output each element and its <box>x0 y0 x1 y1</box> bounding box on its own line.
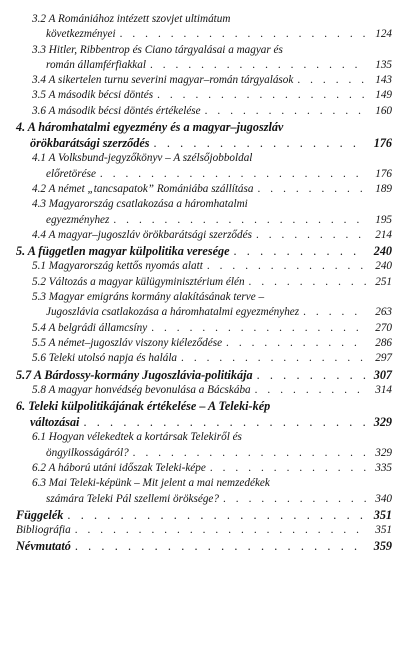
toc-entry <box>16 259 392 274</box>
toc-entry-title: Jugoszlávia csatlakozása a háromhatalmi egyezményhez <box>46 306 300 319</box>
toc-entry-title-line: 3.2 A Romániához intézett szovjet ultimátum <box>32 13 231 25</box>
dot-leader <box>100 167 366 182</box>
toc-entry-title: 3.6 A második bécsi döntés értékelése <box>32 104 201 117</box>
dot-leader <box>205 104 366 119</box>
toc-entry-row <box>32 182 392 197</box>
dot-leader <box>133 446 366 461</box>
toc-entry-row <box>32 383 392 398</box>
toc-page-number: 286 <box>375 336 392 349</box>
toc-page-number: 329 <box>375 446 392 459</box>
toc-entry <box>16 119 392 151</box>
toc-page-number: 135 <box>375 58 392 71</box>
toc-entry-row <box>32 492 392 507</box>
toc-entry-title: román államférfiakkal <box>46 58 146 71</box>
toc-entry <box>16 12 392 43</box>
toc-entry-title: örökbarátsági szerződés <box>30 136 150 151</box>
dot-leader <box>151 321 366 336</box>
toc-page-number: 297 <box>375 352 392 365</box>
toc-page-number: 359 <box>373 539 392 554</box>
toc-page-number: 240 <box>373 244 392 259</box>
toc-entry-title: Névmutató <box>16 539 71 554</box>
toc-entry-row <box>32 73 392 88</box>
dot-leader <box>75 523 366 538</box>
toc-entry <box>16 351 392 366</box>
toc-page-number: 176 <box>375 167 392 180</box>
toc-entry-title-line: 5.3 Magyar emigráns kormány alakításának terve – <box>32 291 265 304</box>
toc-entry-title-line: 6.3 Mai Teleki-képünk – Mit jelent a mai nemzedékek <box>32 477 270 490</box>
toc-page-number: 263 <box>375 306 392 319</box>
toc-entry-title: 3.5 A második bécsi döntés <box>32 89 154 102</box>
toc-entry <box>16 336 392 351</box>
toc-entry-title: 5. A független magyar külpolitika veresége <box>16 244 230 259</box>
toc-entry-row <box>16 538 392 554</box>
toc-entry-row <box>16 135 392 151</box>
toc-entry-row <box>16 507 392 523</box>
dot-leader <box>303 305 366 320</box>
toc-entry <box>16 197 392 228</box>
dot-leader <box>83 414 366 430</box>
toc-page-number: 314 <box>375 383 392 396</box>
toc-entry <box>16 383 392 398</box>
toc-entry-title: 6.2 A háború utáni időszak Teleki-képe <box>32 462 206 475</box>
toc-page-number: 340 <box>375 492 392 505</box>
toc-entry-title: előretörése <box>46 167 96 180</box>
toc-page-number: 176 <box>373 136 392 151</box>
toc-entry <box>16 275 392 290</box>
toc-entry-row <box>16 523 392 538</box>
toc-page-number: 143 <box>375 74 392 87</box>
toc-page-number: 307 <box>373 367 392 382</box>
toc-page-number: 351 <box>373 507 392 522</box>
toc-entry-title: 5.8 A magyar honvédség bevonulása a Bácskába <box>32 383 251 396</box>
toc-entry-row <box>16 243 392 259</box>
toc-entry <box>16 430 392 461</box>
toc-page-number: 189 <box>375 183 392 196</box>
toc-entry-title: 4.4 A magyar–jugoszláv örökbarátsági szerződés <box>32 228 252 241</box>
dot-leader <box>257 367 366 383</box>
toc-entry <box>16 523 392 538</box>
dot-leader <box>207 259 366 274</box>
dot-leader <box>150 58 366 73</box>
toc-page-number: 270 <box>375 321 392 334</box>
dot-leader <box>234 243 367 259</box>
toc-entry-row <box>32 275 392 290</box>
dot-leader <box>249 275 366 290</box>
toc-entry-title-line: 4.3 Magyarország csatlakozása a háromhatalmi <box>32 198 248 211</box>
toc-entry <box>16 538 392 554</box>
toc-entry-row <box>32 321 392 336</box>
toc-entry-row <box>32 305 392 320</box>
toc-entry-title: öngyilkosságáról? <box>46 446 129 459</box>
toc-entry <box>16 182 392 197</box>
toc-entry-row <box>32 27 392 42</box>
toc-entry-title: 4.2 A német „tancsapatok” Romániába szállítása <box>32 183 254 196</box>
dot-leader <box>297 73 366 88</box>
toc-entry-title: következményei <box>46 28 116 41</box>
toc-page-number: 124 <box>375 28 392 41</box>
dot-leader <box>255 383 366 398</box>
toc-page-number: 195 <box>375 213 392 226</box>
toc-entry <box>16 290 392 321</box>
toc-entry-title-line: 6. Teleki külpolitikájának értékelése – A Teleki-kép <box>16 399 271 414</box>
dot-leader <box>256 228 366 243</box>
toc-entry <box>16 398 392 430</box>
toc-entry-title: 5.4 A belgrádi államcsíny <box>32 321 148 334</box>
toc-entry <box>16 461 392 476</box>
toc-page-number: 335 <box>375 462 392 475</box>
toc-page-number: 149 <box>375 89 392 102</box>
toc-entry-title-line: 4. A háromhatalmi egyezmény és a magyar–jugoszláv <box>16 120 284 135</box>
toc-page-number: 351 <box>375 524 392 537</box>
toc-entry <box>16 43 392 74</box>
toc-entry <box>16 507 392 523</box>
toc-page-number: 240 <box>375 260 392 273</box>
toc-entry-title: 3.4 A sikertelen turnu severini magyar–román tárgyalások <box>32 74 294 87</box>
toc-entry-title: 5.2 Változás a magyar külügyminisztérium élén <box>32 275 245 288</box>
toc-entry-row <box>32 58 392 73</box>
toc-entry-row <box>16 367 392 383</box>
toc-entry-title-line: 3.3 Hitler, Ribbentrop és Ciano tárgyalásai a magyar és <box>32 43 283 56</box>
dot-leader <box>257 182 366 197</box>
toc-page-number: 329 <box>373 415 392 430</box>
toc-entry-row <box>32 167 392 182</box>
toc-entry-row <box>32 104 392 119</box>
toc-entry-row <box>16 414 392 430</box>
toc-entry-row <box>32 336 392 351</box>
dot-leader <box>226 336 366 351</box>
toc-entry <box>16 321 392 336</box>
toc-entry-title-line: 4.1 A Volksbund-jegyzőkönyv – A szélsőjobboldal <box>32 152 253 165</box>
toc-entry-title: számára Teleki Pál szellemi öröksége? <box>46 492 219 505</box>
toc-entry-row <box>32 259 392 274</box>
toc-page-number: 214 <box>375 228 392 241</box>
toc-entry-title: Függelék <box>16 507 64 522</box>
toc-entry <box>16 88 392 103</box>
dot-leader <box>154 135 366 151</box>
dot-leader <box>157 88 366 103</box>
toc-entry-title: egyezményhez <box>46 213 110 226</box>
toc-entry-row <box>32 461 392 476</box>
toc-entry <box>16 151 392 182</box>
toc-entry <box>16 228 392 243</box>
toc-entry-title: 5.6 Teleki utolsó napja és halála <box>32 352 178 365</box>
toc-entry-title: Bibliográfia <box>16 524 71 537</box>
toc-entry <box>16 367 392 383</box>
dot-leader <box>113 213 366 228</box>
dot-leader <box>223 492 366 507</box>
toc-entry <box>16 73 392 88</box>
toc-entry <box>16 476 392 507</box>
toc-entry-title-line: 6.1 Hogyan vélekedtek a kortársak Telekiről és <box>32 431 242 444</box>
toc-entry-row <box>32 88 392 103</box>
toc-entry-row <box>32 228 392 243</box>
dot-leader <box>67 507 366 523</box>
toc-entry-row <box>32 213 392 228</box>
toc-page-number: 251 <box>375 275 392 288</box>
toc-entry-title: 5.7 A Bárdossy-kormány Jugoszlávia-politikája <box>16 367 253 382</box>
toc-entry-title: változásai <box>30 415 80 430</box>
dot-leader <box>181 351 366 366</box>
toc-entry <box>16 104 392 119</box>
toc-entry-title: 5.5 A német–jugoszláv viszony kiéleződése <box>32 336 223 349</box>
dot-leader <box>210 461 366 476</box>
dot-leader <box>120 27 366 42</box>
toc-entry-row <box>32 351 392 366</box>
toc-entry-title: 5.1 Magyarország kettős nyomás alatt <box>32 260 203 273</box>
toc-entry <box>16 243 392 259</box>
toc-entry-row <box>32 446 392 461</box>
dot-leader <box>75 538 366 554</box>
toc-page-number: 160 <box>375 104 392 117</box>
